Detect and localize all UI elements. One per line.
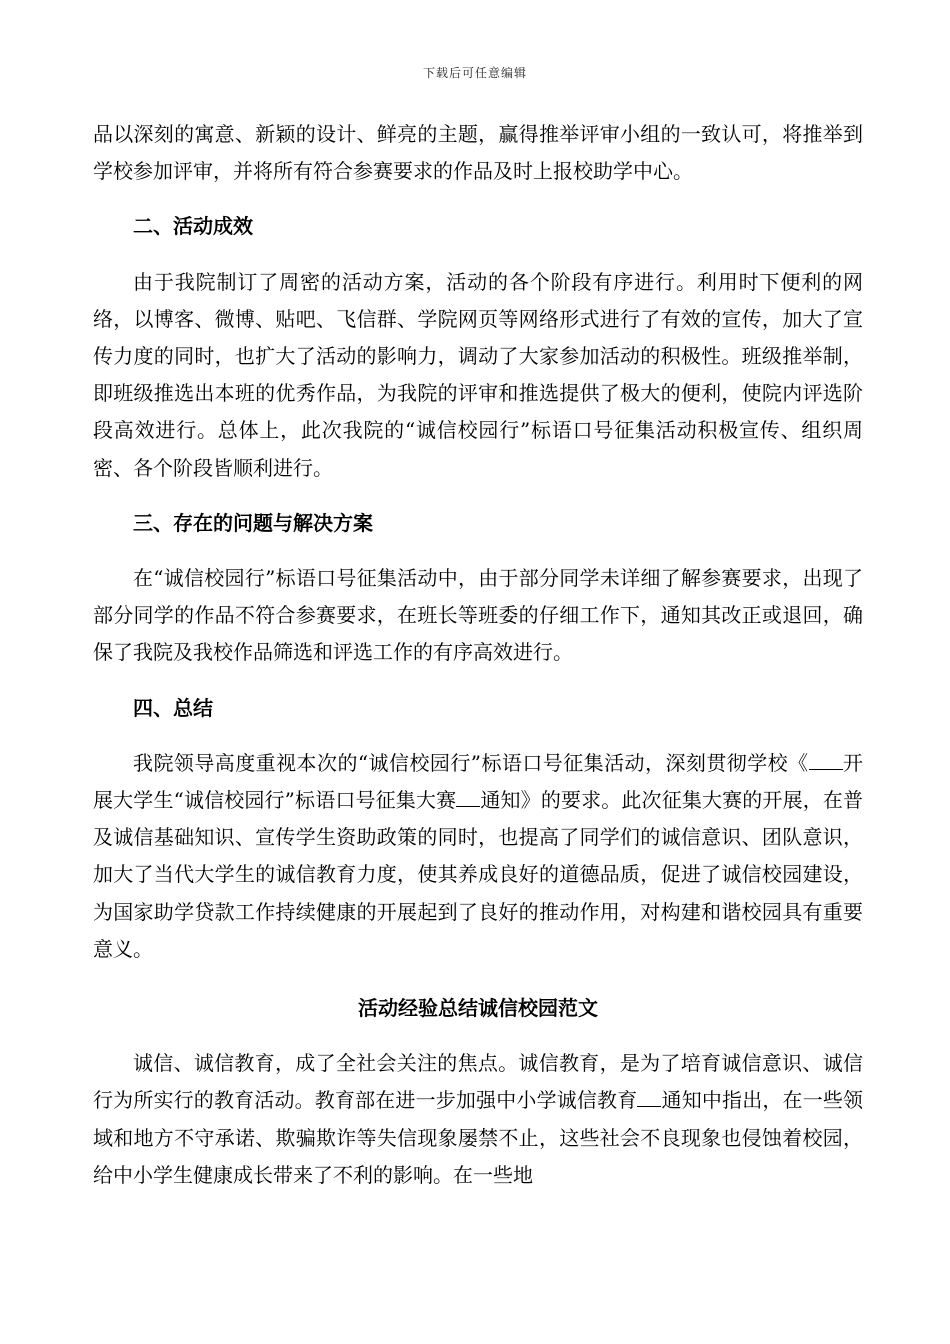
header-note: 下载后可任意编辑 (422, 66, 527, 80)
section-heading-problems: 三、存在的问题与解决方案 (133, 510, 373, 535)
summary-text-part-2: 开展大学生“诚信校园行”标语口号征集大赛 (93, 750, 864, 813)
summary-text-part-3: 通知》的要求。此次征集大赛的开展，在普及诚信基础知识、宣传学生资助政策的同时，也提高了同学们的诚信意识、团队意识，加大了当代大学生的诚信教育力度，使其养成良好的道德品质，促进了诚信校园建设，为国家助学贷款工作持续健康的开展起到了良好的推动作用，对构建和谐校园具有重要意义。 (93, 788, 864, 961)
paragraph-problems: 在“诚信校园行”标语口号征集活动中，由于部分同学未详细了解参赛要求，出现了部分同学的作品不符合参赛要求，在班长等班委的仔细工作下，通知其改正或退回，确保了我院及我校作品筛选和评选工作的有序高效进行。 (93, 566, 863, 665)
section-heading-summary: 四、总结 (133, 695, 213, 720)
integrity-text-part-1: 诚信、诚信教育，成了全社会关注的焦点。诚信教育，是为了培育诚信意识、诚信行为所实行的教育活动。教育部在进一步加强中小学诚信教育 (93, 1051, 863, 1113)
paragraph-intro-continuation: 品以深刻的寓意、新颖的设计、鲜亮的主题，赢得推举评审小组的一致认可，将推举到学校参加评审，并将所有符合参赛要求的作品及时上报校助学中心。 (93, 122, 863, 184)
paragraph-results: 由于我院制订了周密的活动方案，活动的各个阶段有序进行。利用时下便利的网络，以博客、微博、贴吧、飞信群、学院网页等网络形式进行了有效的宣传，加大了宣传力度的同时，也扩大了活动的影响力，调动了大家参加活动的积极性。班级推举制，即班级推选出本班的优秀作品，为我院的评审和推选提供了极大的便利，使院内评选阶段高效进行。总体上，此次我院的“诚信校园行”标语口号征集活动积极宣传、组织周密、各个阶段皆顺利进行。 (93, 269, 863, 480)
paragraph-integrity-education (93, 1045, 863, 1194)
integrity-text-part-2: 通知中指出，在一些领域和地方不守承诺、欺骗欺诈等失信现象屡禁不止，这些社会不良现象也侵蚀着校园，给中小学生健康成长带来了不利的影响。在一些地 (93, 1088, 864, 1187)
blank-underline (809, 753, 843, 770)
blank-underline (637, 1090, 661, 1107)
blank-underline (456, 790, 480, 807)
section-heading-results: 二、活动成效 (133, 214, 253, 239)
paragraph-summary (93, 745, 863, 968)
document-title: 活动经验总结诚信校园范文 (358, 996, 598, 1021)
summary-text-part-1: 我院领导高度重视本次的“诚信校园行”标语口号征集活动，深刻贯彻学校《 (133, 750, 809, 775)
document-body (93, 116, 863, 1194)
